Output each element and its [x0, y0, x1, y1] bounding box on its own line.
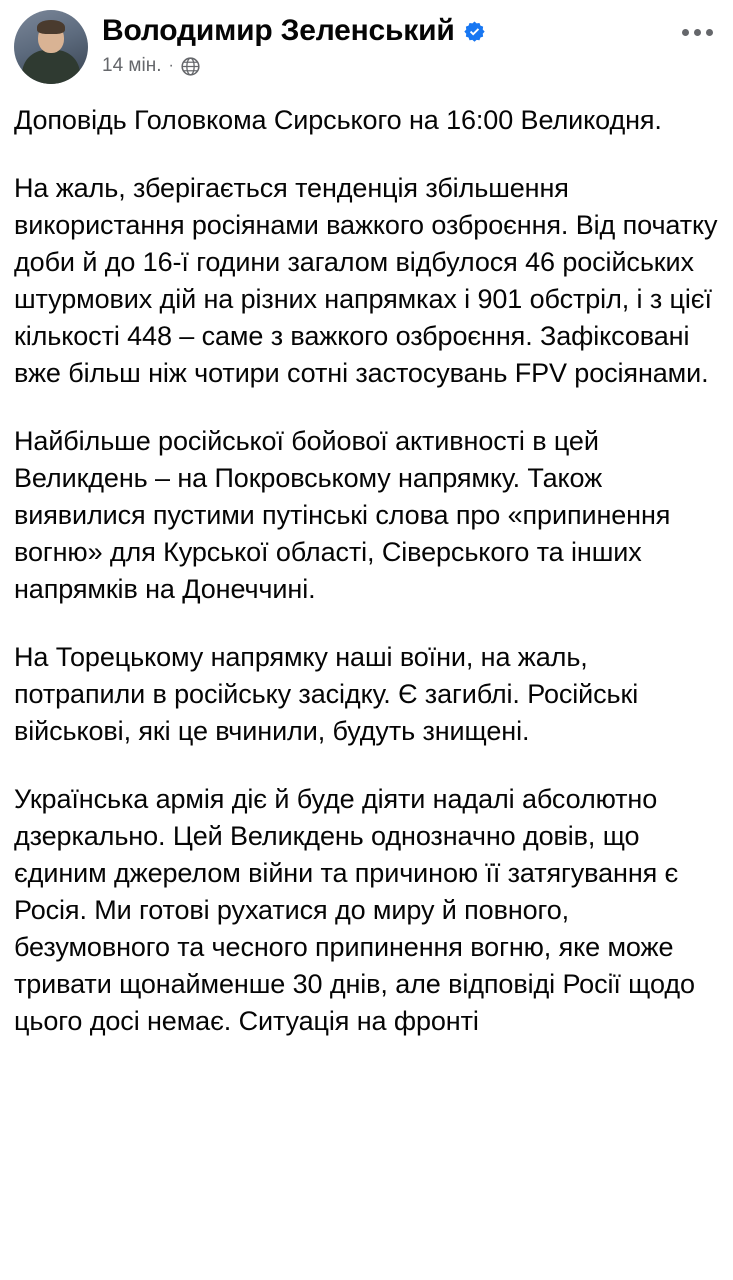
- post-paragraph: Найбільше російської бойової активності в цей Великдень – на Покровському напрямку. Також виявилися пустими путінські слова про «припинення вогню» для Курської області, Сіверського та інших напрямків на Донеччині.: [14, 426, 671, 604]
- post-timestamp[interactable]: 14 мін.: [102, 55, 162, 76]
- avatar-body-shape: [22, 50, 80, 84]
- author-name[interactable]: Володимир Зеленський: [102, 14, 455, 47]
- avatar-hair-shape: [37, 20, 65, 34]
- more-dot-2: [694, 29, 701, 36]
- globe-icon[interactable]: [181, 57, 200, 76]
- author-name-row: [102, 14, 719, 48]
- post-paragraph: Доповідь Головкома Сирського на 16:00 Великодня.: [14, 105, 662, 135]
- post-header: [14, 10, 719, 88]
- author-avatar[interactable]: [14, 10, 88, 84]
- more-dot-1: [682, 29, 689, 36]
- post-paragraph: На жаль, зберігається тенденція збільшення використання росіянами важкого озброєння. Від початку доби й до 16-ї години загалом відбулося 46 російських штурмових дій на різних напрямках і 901 обстріл, і з цієї кількості 448 – саме з важкого озброєння. Зафіксовані вже більш ніж чотири сотні застосувань FPV росіянами.: [14, 173, 718, 388]
- post-paragraph: На Торецькому напрямку наші воїни, на жаль, потрапили в російську засідку. Є загиблі. Російські військові, які це вчинили, будуть знищені.: [14, 642, 639, 746]
- more-dot-3: [706, 29, 713, 36]
- more-options-button[interactable]: [677, 18, 717, 46]
- post-body: [14, 102, 719, 1040]
- verified-badge-icon: [463, 20, 486, 43]
- meta-separator: ·: [168, 57, 174, 74]
- post-header-text: [102, 10, 719, 77]
- post-paragraph: Українська армія діє й буде діяти надалі абсолютно дзеркально. Цей Великдень однозначно довів, що єдиним джерелом війни та причиною її затягування є Росія. Ми готові рухатися до миру й повного, безумовного та чесного припинення вогню, яке може тривати щонайменше 30 днів, але відповіді Росії щодо цього досі немає. Ситуація на фронті: [14, 784, 695, 1036]
- post-meta-row: [102, 55, 719, 77]
